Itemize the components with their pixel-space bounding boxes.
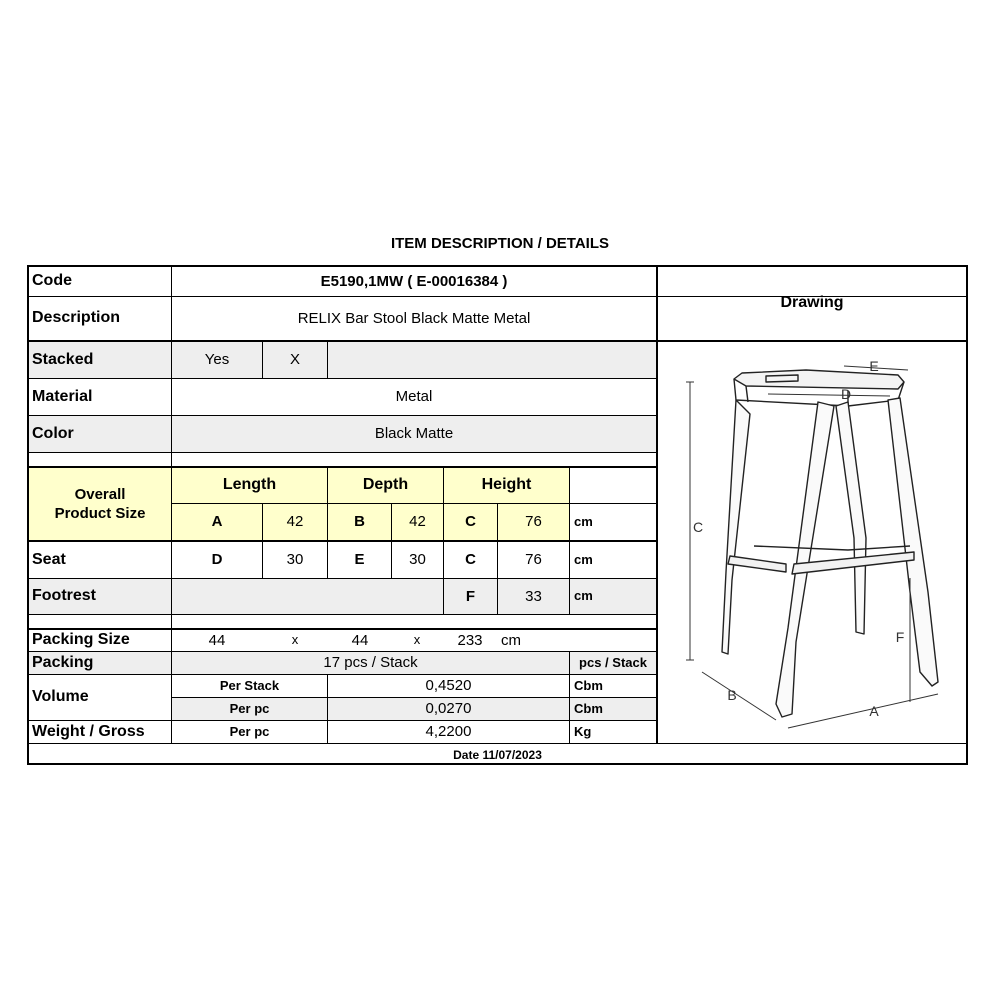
stacked-yes: Yes [204, 351, 230, 369]
volume-per-pc-label: Per pc [229, 700, 270, 716]
seat-c-value: 76 [525, 551, 542, 569]
label-f: F [895, 629, 905, 645]
packing-size-x1: x [291, 632, 299, 648]
leg-front-right [776, 402, 834, 717]
leg-front-left [722, 400, 750, 654]
date-footer: Date 11/07/2023 [453, 748, 542, 762]
volume-per-stack-label: Per Stack [219, 677, 280, 693]
code-value: E5190,1MW ( E-00016384 ) [320, 272, 508, 290]
color-label: Color [32, 424, 74, 442]
seat-e-letter: E [354, 551, 365, 569]
packing-size-x2: x [413, 632, 421, 648]
rule [327, 342, 328, 378]
overall-size-label: Overall Product Size [54, 485, 146, 522]
depth-header: Depth [362, 476, 409, 494]
label-a: A [869, 703, 879, 719]
volume-per-stack-unit: Cbm [574, 677, 603, 693]
length-header: Length [222, 476, 277, 494]
size-c-value: 76 [525, 513, 542, 531]
volume-label: Volume [32, 688, 89, 706]
packing-size-height: 233 [457, 631, 483, 649]
stacked-mark: X [289, 351, 300, 369]
label-e: E [869, 358, 879, 374]
size-unit: cm [574, 513, 593, 529]
dim-line-d [768, 394, 890, 396]
material-label: Material [32, 387, 93, 405]
size-a-value: 42 [286, 513, 304, 531]
stool-drawing [658, 342, 966, 742]
packing-size-label: Packing Size [32, 631, 130, 649]
size-b-value: 42 [409, 513, 426, 531]
volume-per-stack-value: 0,4520 [425, 677, 472, 695]
weight-value: 4,2200 [425, 723, 472, 741]
weight-label: Weight / Gross [32, 722, 145, 740]
drawing-label: Drawing [780, 294, 844, 312]
document-title: ITEM DESCRIPTION / DETAILS [390, 235, 610, 252]
rule [29, 614, 656, 615]
leg-back-left [836, 402, 866, 634]
seat-unit: cm [574, 551, 593, 567]
code-label: Code [32, 272, 72, 290]
volume-per-pc-value: 0,0270 [425, 700, 472, 718]
footrest-rail-back [754, 546, 910, 550]
footrest-f-value: 33 [525, 587, 542, 605]
size-b-letter: B [354, 513, 365, 531]
label-c: C [692, 519, 704, 535]
footrest-label: Footrest [32, 587, 96, 605]
packing-value: 17 pcs / Stack [323, 654, 418, 672]
footrest-rail-front [728, 556, 786, 572]
description-label: Description [32, 309, 121, 327]
packing-unit: pcs / Stack [579, 654, 647, 670]
stacked-label: Stacked [32, 350, 94, 368]
seat-d-letter: D [211, 551, 223, 569]
seat-label: Seat [32, 550, 66, 568]
material-value: Metal [395, 388, 433, 406]
label-d: D [840, 386, 852, 402]
height-header: Height [481, 476, 532, 494]
footrest-unit: cm [574, 588, 593, 604]
size-c-letter: C [465, 513, 476, 531]
color-value: Black Matte [374, 425, 454, 443]
label-b: B [727, 687, 737, 703]
weight-per-pc-label: Per pc [229, 723, 270, 739]
packing-label: Packing [32, 653, 94, 671]
packing-size-length: 44 [208, 631, 226, 649]
size-a-letter: A [211, 513, 223, 531]
dim-line-a [788, 694, 938, 728]
packing-size-width: 44 [351, 631, 369, 649]
packing-size-unit: cm [501, 631, 521, 649]
rule [29, 743, 968, 744]
dim-line-b [702, 672, 776, 720]
footrest-f-letter: F [465, 587, 476, 605]
seat-e-value: 30 [409, 551, 426, 569]
weight-unit: Kg [574, 723, 592, 739]
description-value: RELIX Bar Stool Black Matte Metal [297, 309, 531, 327]
seat-c-letter: C [465, 551, 476, 569]
volume-per-pc-unit: Cbm [574, 700, 603, 716]
seat-d-value: 30 [286, 551, 304, 569]
rule [29, 452, 656, 453]
